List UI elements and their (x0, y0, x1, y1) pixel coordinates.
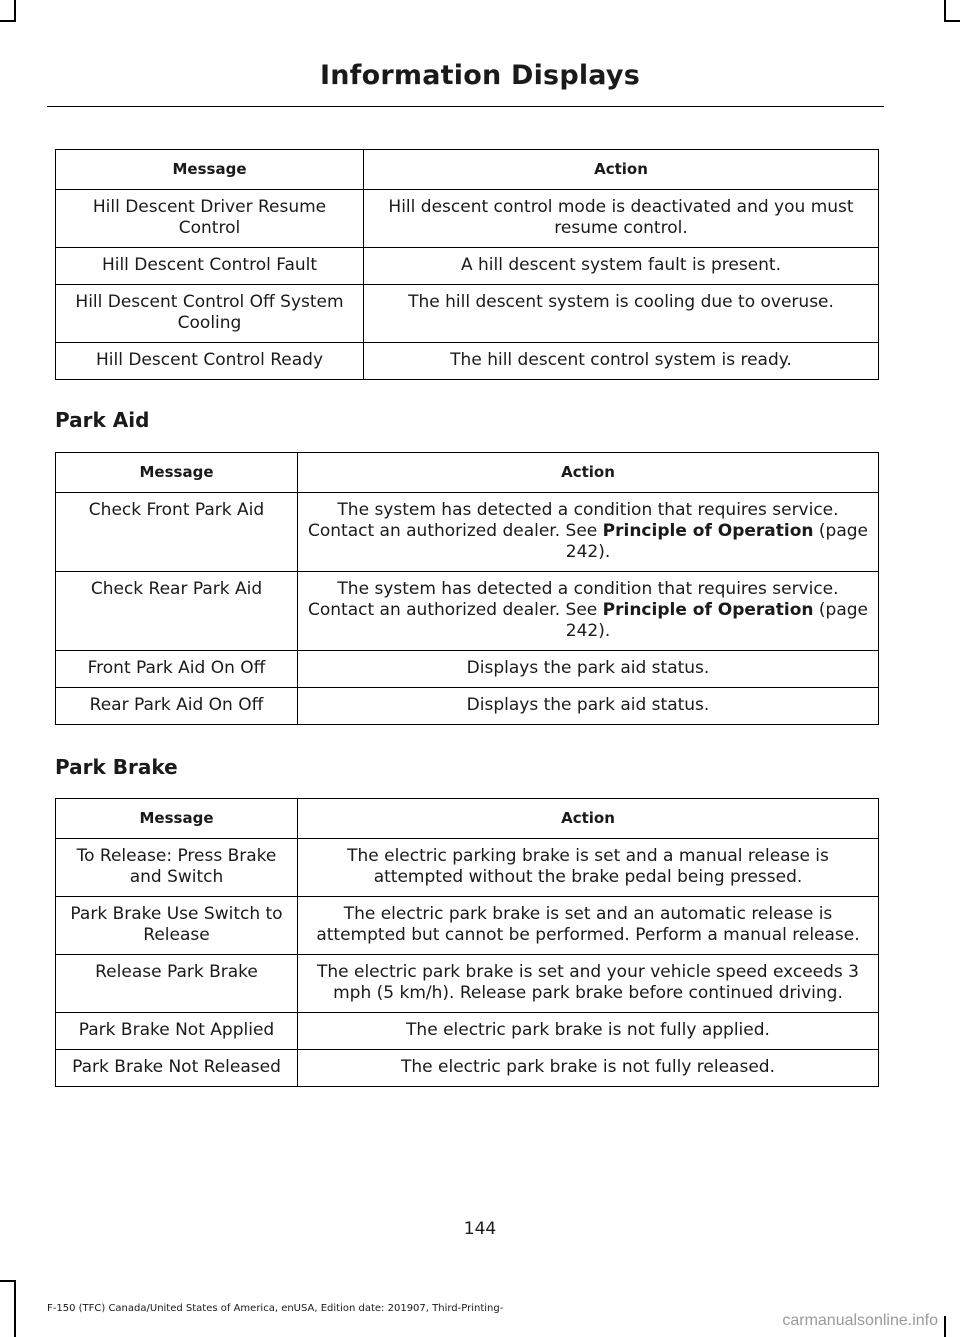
table-row (56, 651, 879, 688)
section-title-park-aid: Park Aid (55, 408, 150, 432)
action-cell: The electric park brake is not fully released. (298, 1050, 879, 1087)
crop-mark (944, 0, 946, 22)
crop-mark (944, 20, 960, 22)
message-cell: Hill Descent Control Fault (56, 248, 364, 285)
table-header-row (56, 799, 879, 839)
action-cell: A hill descent system fault is present. (364, 248, 879, 285)
message-cell: Park Brake Not Applied (56, 1013, 298, 1050)
table-row (56, 1050, 879, 1087)
table-row (56, 839, 879, 897)
watermark: carmanualsonline.info (782, 1312, 938, 1329)
page-title: Information Displays (320, 60, 640, 91)
table-row (56, 955, 879, 1013)
message-cell: Rear Park Aid On Off (56, 688, 298, 725)
column-header: Action (298, 799, 879, 839)
table-header-row (56, 453, 879, 493)
crop-mark (944, 1316, 946, 1337)
column-header: Message (56, 799, 298, 839)
action-cell: The hill descent control system is ready. (364, 343, 879, 380)
message-cell: Front Park Aid On Off (56, 651, 298, 688)
cross-reference-link[interactable]: Principle of Operation (602, 521, 814, 541)
action-text: The system has detected a condition that requires service. Contact an authorized dealer. See (307, 500, 839, 541)
action-cell: Displays the park aid status. (298, 688, 879, 725)
park-brake-table (55, 798, 879, 1087)
table-row (56, 1013, 879, 1050)
section-title-park-brake: Park Brake (55, 755, 178, 779)
table-header-row (56, 150, 879, 190)
edition-footer: F-150 (TFC) Canada/United States of America, enUSA, Edition date: 201907, Third-Printing- (47, 1303, 504, 1314)
table-row (56, 190, 879, 248)
table-row (56, 493, 879, 572)
table-row (56, 285, 879, 343)
message-cell: Check Rear Park Aid (56, 572, 298, 651)
message-cell: Hill Descent Driver Resume Control (56, 190, 364, 248)
action-cell: The hill descent system is cooling due to overuse. (364, 285, 879, 343)
action-cell: The electric park brake is set and an automatic release is attempted but cannot be performed. Perform a manual release. (298, 897, 879, 955)
message-cell: Check Front Park Aid (56, 493, 298, 572)
table-row (56, 897, 879, 955)
table-row (56, 572, 879, 651)
action-cell: The electric park brake is set and your vehicle speed exceeds 3 mph (5 km/h). Release park brake before continued driving. (298, 955, 879, 1013)
crop-mark (0, 1280, 16, 1282)
header-divider (47, 106, 884, 107)
cross-reference-link[interactable]: Principle of Operation (602, 600, 814, 620)
message-cell: Release Park Brake (56, 955, 298, 1013)
action-cell: The electric parking brake is set and a manual release is attempted without the brake pedal being pressed. (298, 839, 879, 897)
hill-descent-table (55, 149, 879, 380)
action-cell: The electric park brake is not fully applied. (298, 1013, 879, 1050)
message-cell: To Release: Press Brake and Switch (56, 839, 298, 897)
action-cell (298, 493, 879, 572)
table-row (56, 248, 879, 285)
message-cell: Park Brake Not Released (56, 1050, 298, 1087)
page-reference: (page 242). (565, 600, 869, 641)
action-cell: Hill descent control mode is deactivated and you must resume control. (364, 190, 879, 248)
column-header: Action (298, 453, 879, 493)
column-header: Message (56, 150, 364, 190)
message-cell: Park Brake Use Switch to Release (56, 897, 298, 955)
message-cell: Hill Descent Control Ready (56, 343, 364, 380)
message-cell: Hill Descent Control Off System Cooling (56, 285, 364, 343)
crop-mark (14, 0, 16, 22)
page-reference: (page 242). (565, 521, 869, 562)
action-cell (298, 572, 879, 651)
table-row (56, 343, 879, 380)
action-text: The system has detected a condition that requires service. Contact an authorized dealer. See (307, 579, 839, 620)
column-header: Action (364, 150, 879, 190)
page-number: 144 (463, 1219, 497, 1239)
crop-mark (14, 1280, 16, 1337)
crop-mark (0, 20, 16, 22)
table-row (56, 688, 879, 725)
column-header: Message (56, 453, 298, 493)
park-aid-table (55, 452, 879, 725)
action-cell: Displays the park aid status. (298, 651, 879, 688)
